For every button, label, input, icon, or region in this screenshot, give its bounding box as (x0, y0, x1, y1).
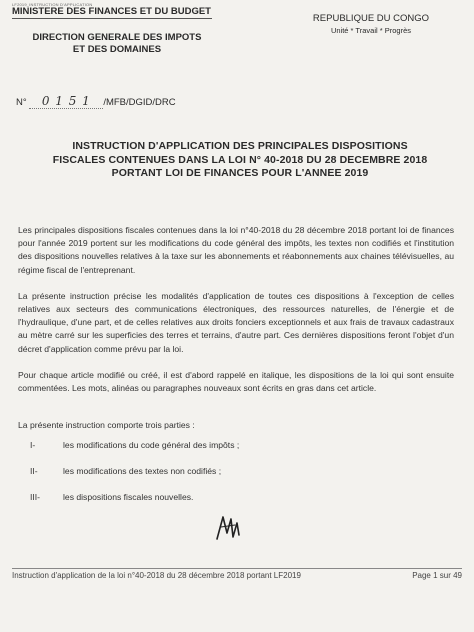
republic-name: REPUBLIQUE DU CONGO (312, 13, 430, 24)
title-line-1: INSTRUCTION D'APPLICATION DES PRINCIPALES DISPOSITIONS (72, 140, 408, 152)
list-item-text: les modifications des textes non codifiés ; (63, 466, 222, 476)
footer-divider (12, 568, 462, 569)
list-item-number: I- (30, 440, 36, 450)
republic-block (296, 13, 446, 37)
list-item-number: II- (30, 466, 38, 476)
document-title (40, 140, 440, 181)
ministry-name: MINISTERE DES FINANCES ET DU BUDGET (12, 6, 211, 17)
document-reference (16, 94, 176, 109)
directorate-line-2: ET DES DOMAINES (72, 44, 162, 55)
reference-suffix: /MFB/DGID/DRC (103, 97, 176, 108)
list-item (28, 440, 428, 466)
header-underline (12, 18, 212, 19)
list-item-number: III- (30, 492, 41, 502)
initials-signature (213, 513, 243, 543)
reference-prefix: N° (16, 97, 27, 108)
body-text (18, 224, 454, 408)
page-number: Page 1 sur 49 (412, 571, 462, 580)
footer-document-title: Instruction d'application de la loi n°40-2018 du 28 décembre 2018 portant LF2019 (12, 571, 301, 580)
list-item (28, 466, 428, 492)
paragraph-3: Pour chaque article modifié ou créé, il est d'abord rappelé en italique, les dispositions de la loi qui sont ensuite commentées. Les mots, alinéas ou paragraphes nouveaux sont écrits en gras dans cet article. (18, 369, 454, 394)
title-line-3: PORTANT LOI DE FINANCES POUR L'ANNEE 2019 (111, 167, 369, 179)
paragraph-2: La présente instruction précise les modalités d'application de toutes ces dispositions à l'exception de celles relatives aux secteurs des communications électroniques, des ressources naturelles, de l'énergie et de l'hydraulique, d'une part, et de celles relatives aux droits fonciers exceptionnels et aux frais de travaux cadastraux au mètre carré sur les superficies des terres et terrains, d'autre part. Ces dernières dispositions feront l'objet d'un décret d'application comme prévu par la loi. (18, 290, 454, 354)
file-reference-line: LF2019_INSTRUCTION D'APPLICATION (12, 2, 93, 7)
reference-number: 0 1 5 1 (41, 94, 91, 108)
issuer-block (12, 6, 222, 56)
list-item-text: les dispositions fiscales nouvelles. (63, 492, 194, 502)
title-line-2: FISCALES CONTENUES DANS LA LOI N° 40-2018 DU 28 DECEMBRE 2018 (52, 153, 428, 166)
parts-list (28, 440, 428, 518)
parts-intro: La présente instruction comporte trois parties : (18, 420, 195, 430)
national-motto: Unité * Travail * Progrès (330, 26, 412, 35)
list-item-text: les modifications du code général des impôts ; (63, 440, 240, 450)
directorate-line-1: DIRECTION GENERALE DES IMPOTS (32, 32, 202, 43)
paragraph-1: Les principales dispositions fiscales contenues dans la loi n°40-2018 du 28 décembre 2018 portant loi de finances pour l'année 2019 portent sur les modifications du code général des impôts, les textes non codifiés et l'institution des dispositions nouvelles relatives à la taxe sur les abonnements et réabonnements aux chaines télévisuelles, au régime fiscal de l'entreprenant. (18, 225, 454, 275)
